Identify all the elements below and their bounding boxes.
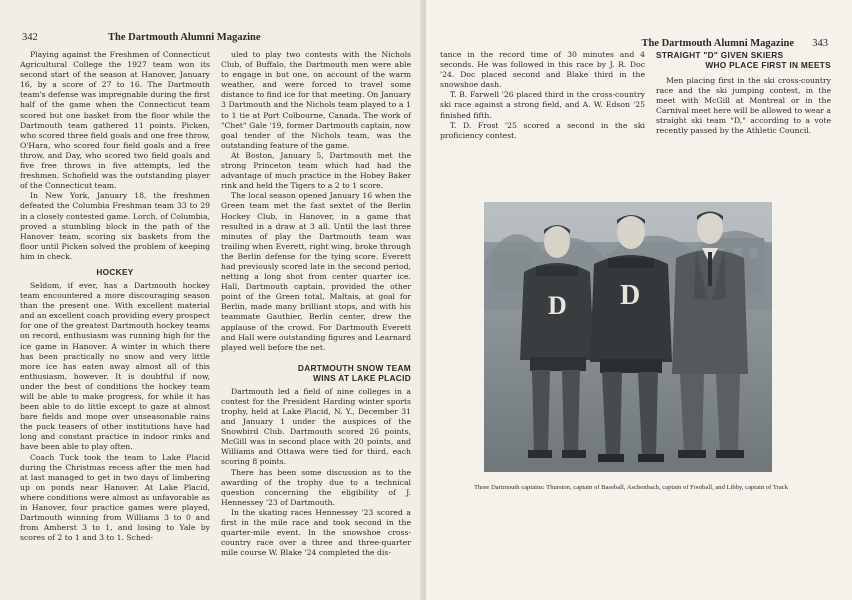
journal-title-right: The Dartmouth Alumni Magazine — [641, 38, 794, 49]
section-heading-hockey: HOCKEY — [96, 266, 134, 277]
paragraph: Playing against the Freshmen of Connecticut Agricultural College the 1927 team won its second start of the season at Hanover, January 16, by a score of 27 to 16. The Dartmouth team's defense was impregnable during the first half of the game when the Connecticut team scored but one basket from the floor while the Dartmouth team gathered 11 points. Picken, who scored three field goals and one free throw, O'Hara, who scored four field goals and a free throw, and Day, who scored two field goals and five free throws in five attempts, led the freshmen. Schofield was the outstanding player of the Connecticut team. — [20, 50, 210, 191]
paragraph: At Boston, January 5, Dartmouth met the strong Princeton team which had had the advantage of much practice in the Hobey Baker rink and held the Tigers to a 2 to 1 score. — [221, 150, 411, 191]
captains-photo-drawing — [484, 202, 772, 472]
journal-title-left: The Dartmouth Alumni Magazine — [108, 32, 261, 43]
paragraph: There has been some discussion as to the awarding of the trophy due to a technical question concerning the eligibility of J. Hennessey '23 of Dartmouth. — [221, 467, 411, 507]
right-columns — [440, 50, 832, 141]
paragraph: uled to play two contests with the Nichols Club, of Buffalo, the Dartmouth men were able to engage in but one, on account of the warm weather, and were forced to travel some distance to find ice for that meeting. On January 3 Dartmouth and the Nichols team played to a 1 to 1 tie at Port Colbourne, Canada. The work of "Chet" Gale '19, former Dartmouth captain, now goal tender of the Nichols team, was the outstanding feature of the game. — [221, 50, 411, 150]
sweater-letter: D — [620, 280, 641, 311]
paragraph: Coach Tuck took the team to Lake Placid during the Christmas recess after the men had at last managed to get in two days of limbering up on ponds near Hanover. At Lake Placid, where conditions were almost as unfavorable as in Hanover, four practice games were played, Dartmouth winning from Williams 3 to 0 and from Amherst 3 to 1, and losing to Yale by scores of 2 to 1 and 3 to 1. Sched- — [20, 452, 210, 543]
paragraph: Seldom, if ever, has a Dartmouth hockey team encountered a more discouraging season than the present one. With excellent material and an excellent coach providing every prospect for one of the greatest Dartmouth hockey teams on record, enthusiasm was running high for the ice game in Hanover. A winter in which there has been practically no snow and very little more ice has eaten away almost all of this enthusiasm, however. It is doubtful if now, under the best of conditions the hockey team will be able to make progress, for while it has been able to do little except to gaze at almost bare fields and mope over unseasonable rains the puck teasers of other institutions have had long and constant practice in indoor rinks and have been able to play often. — [20, 280, 210, 452]
page-number-left: 342 — [22, 32, 38, 43]
paragraph: The local season opened January 16 when the Green team met the fast sextet of the Berlin Hockey Club, in Hanover, in a game that resulted in a draw at 3 all. Until the last three minutes of play the Dartmouth team was trailing when Everett, right wing, broke through the Berlin defense for the tying score. Everett had previously scored late in the second period, netting a long shot from center quarter ice. Hall, Dartmouth captain, provided the other point of the Green total, Maltais, at goal for Berlin, made many brilliant stops, and with his teammate Gauthier, Berlin center, drew the applause of the crowd. For Dartmouth Everett and Hall were outstanding figures and Learnard played well before the net. — [221, 191, 411, 352]
paragraph: In New York, January 18, the freshmen defeated the Columbia Freshman team 33 to 29 in a closely contested game. Lorch, of Columbia, proved a stumbling block in the path of the Hanover team, scoring six baskets from the floor until Picken solved the problem of keeping him in check. — [20, 191, 210, 261]
captains-photo — [484, 202, 772, 472]
page-number-right: 343 — [812, 38, 828, 49]
section-heading-straight-d-line1: STRAIGHT "D" GIVEN SKIERS — [656, 50, 784, 60]
paragraph: T. D. Frost '25 scored a second in the ski proficiency contest. — [440, 120, 645, 140]
left-column-2 — [221, 50, 411, 558]
section-heading-snow-team: DARTMOUTH SNOW TEAM WINS AT LAKE PLACID — [297, 362, 411, 383]
right-column-2 — [656, 50, 831, 141]
paragraph: tance in the record time of 30 minutes and 4 seconds. He was followed in this race by J. R. Doc '24. Doc placed second and Blake third in the snowshoe dash. — [440, 50, 645, 90]
right-page — [426, 0, 852, 600]
right-column-1 — [440, 50, 645, 141]
paragraph: Dartmouth led a field of nine colleges in a contest for the President Harding winter sports trophy, held at Lake Placid, N. Y., December 31 and January 1 under the auspices of the Snowbird Club. Dartmouth scored 26 points, McGill was in second place with 20 points, and Williams and Ottawa were tied for third, each scoring 8 points. — [221, 386, 411, 467]
sweater-letter: D — [548, 291, 567, 320]
paragraph: T. B. Farwell '26 placed third in the cross-country ski race against a strong field, and A. W. Edson '25 finished fifth. — [440, 90, 645, 120]
left-column-1 — [20, 50, 210, 558]
paragraph: In the skating races Hennessey '23 scored a first in the mile race and took second in the quarter-mile event. In the snowshoe cross-country race over a three and three-quarter mile course W. Blake '24 completed the dis- — [221, 507, 411, 558]
paragraph: Men placing first in the ski cross-country race and the ski jumping contest, in the meet with McGill at Montreal or in the Carnival meet here will be allowed to wear a straight ski team "D," according to a vote recently passed by the Athletic Council. — [656, 76, 831, 136]
left-columns — [20, 50, 414, 558]
section-heading-straight-d-line2: WHO PLACE FIRST IN MEETS — [705, 60, 831, 70]
photo-caption: Three Dartmouth captains: Thurston, captain of Baseball, Aschenbach, captain of Football, and Libby, captain of Track — [473, 484, 789, 491]
running-head-right — [440, 38, 832, 56]
running-head-left — [20, 32, 414, 50]
